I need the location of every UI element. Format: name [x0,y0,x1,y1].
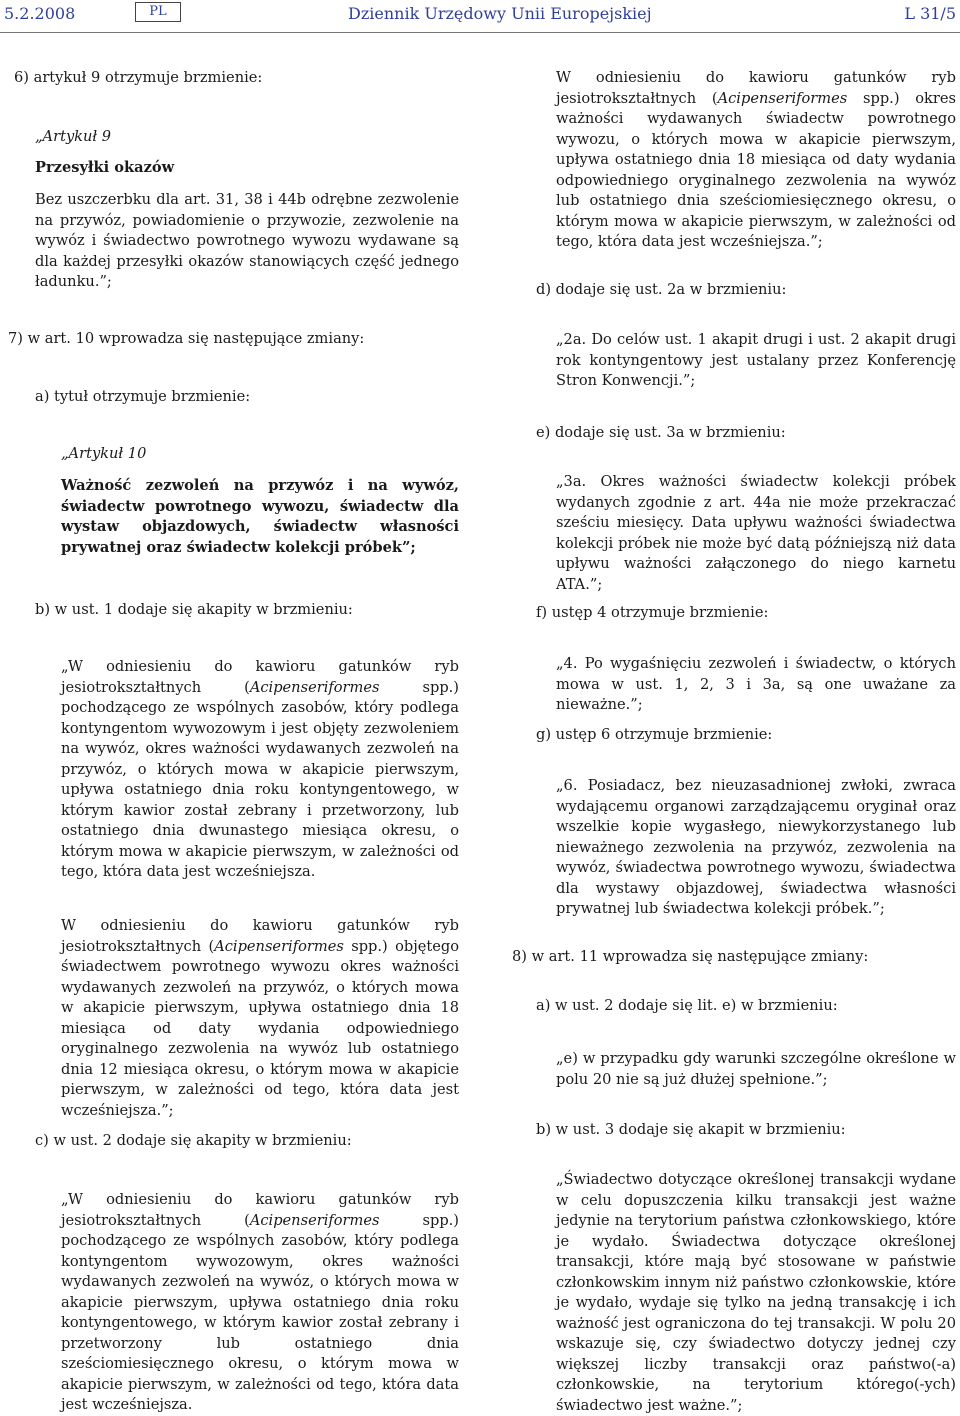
article-9-body: Bez uszczerbku dla art. 31, 38 i 44b odrębne zezwolenie na przywóz, powiadomienie o przywozie, zezwolenie na wywóz i świadectwo powrotnego wywozu wydawane są dla każdej przesyłki okazów stanowiących część jednego ładunku.”; [35,191,459,290]
paragraph-8a-e: „e) w przypadku gdy warunki szczególne określone w polu 20 nie są już dłużej spełnione.”; [556,1050,956,1088]
paragraph-6: „6. Posiadacz, bez nieuzasadnionej zwłoki, zwraca wydającemu organowi zarządzającemu oryginał oraz wszelkie kopie wygasłego, niewykorzystanego lub nieważnego zezwolenia na przywóz, zezwolenia na wywóz, świadectwa powrotnego wywozu, świadectwa dla wystawy objazdowej, świadectwa własności prywatnej lub świadectwa kolekcji próbek.”; [556,777,956,917]
article-10-title: Ważność zezwoleń na przywóz i na wywóz, świadectw powrotnego wywozu, świadectw dla wystaw objazdowych, świadectw własności prywatnej oraz świadectw kolekcji próbek”; [61,477,459,556]
item-7: 7) w art. 10 wprowadza się następujące zmiany: [8,330,365,347]
page-header [0,0,960,34]
item-7b: b) w ust. 1 dodaje się akapity w brzmieniu: [35,601,353,618]
paragraph-8b: „Świadectwo dotyczące określonej transakcji wydane w celu dopuszczenia kilku transakcji jest ważne jedynie na terytorium państwa członkowskiego, które je wydało. Świadectwa dotyczące określonej transakcji, które mają być stosowane w państwie członkowskim innym niż państwo członkowskie, które je wydało, wydaje się tylko na jedną transakcję i ich ważność jest ograniczona do tej transakcji. W polu 20 wskazuje się, czy świadectwo dotyczy jednej czy większej liczby transakcji oraz państwo(-a) członkowskie, na terytorium którego(-ych) świadectwo jest ważne.”; [556,1171,956,1414]
item-8: 8) w art. 11 wprowadza się następujące zmiany: [512,948,869,965]
article-9-heading: „Artykuł 9 [35,128,112,145]
language-box: PL [135,2,181,22]
article-9-title: Przesyłki okazów [35,159,175,176]
item-8b: b) w ust. 3 dodaje się akapit w brzmieniu: [536,1121,846,1138]
item-7a: a) tytuł otrzymuje brzmienie: [35,388,251,405]
paragraph-7c-2: W odniesieniu do kawioru gatunków ryb jesiotrokształtnych (Acipenseriformes spp.) okres ważności wydawanych świadectw powrotnego wywozu, o których mowa w akapicie pierwszym, upływa ostatniego dnia 18 miesiąca od daty wydania odpowiedniego oryginalnego zezwolenia na wywóz lub ostatniego dnia sześciomiesięcznego okresu, o którym mowa w akapicie pierwszym, w zależności od tego, która data jest wcześniejsza.”; [556,69,957,250]
header-date: 5.2.2008 [4,4,76,23]
item-7g: g) ustęp 6 otrzymuje brzmienie: [536,726,773,743]
item-7c: c) w ust. 2 dodaje się akapity w brzmieniu: [35,1132,352,1149]
header-rule [0,32,960,33]
journal-title: Dziennik Urzędowy Unii Europejskiej [348,4,652,23]
page-number: L 31/5 [904,4,956,23]
paragraph-7c-1: „W odniesieniu do kawioru gatunków ryb jesiotrokształtnych (Acipenseriformes spp.) pochodzącego ze wspólnych zasobów, który podlega kontyngentom wywozowym, okres ważności wydawanych zezwoleń na wywóz, o których mowa w akapicie pierwszym, upływa ostatniego dnia roku kontyngentowego, w którym kawior został zebrany i przetworzony lub ostatniego dnia sześciomiesięcznego okresu, o którym mowa w akapicie pierwszym, w zależności od tego, która data jest wcześniejsza. [61,1191,459,1413]
paragraph-7b-2: W odniesieniu do kawioru gatunków ryb jesiotrokształtnych (Acipenseriformes spp.) objętego świadectwem powrotnego wywozu okres ważności wydawanych zezwoleń na przywóz, o których mowa w akapicie pierwszym, upływa ostatniego dnia 18 miesiąca od daty wydania odpowiedniego oryginalnego zezwolenia na wywóz lub ostatniego dnia 12 miesiąca okresu, o którym mowa w akapicie pierwszym, w zależności od tego, która data jest wcześniejsza.”; [61,917,459,1119]
paragraph-2a: „2a. Do celów ust. 1 akapit drugi i ust. 2 akapit drugi rok kontyngentowy jest ustalany przez Konferencję Stron Konwencji.”; [556,331,956,389]
item-6: 6) artykuł 9 otrzymuje brzmienie: [14,69,263,86]
item-7d: d) dodaje się ust. 2a w brzmieniu: [536,281,787,298]
item-7e: e) dodaje się ust. 3a w brzmieniu: [536,424,786,441]
paragraph-7b-1: „W odniesieniu do kawioru gatunków ryb jesiotrokształtnych (Acipenseriformes spp.) pochodzącego ze wspólnych zasobów, który podlega kontyngentom wywozowym i jest objęty zezwoleniem na wywóz, okres ważności wydawanych zezwoleń na przywóz, o których mowa w akapicie pierwszym, upływa ostatniego dnia roku kontyngentowego, w którym kawior został zebrany i przetworzony, lub ostatniego dnia dwunastego miesiąca okresu, o którym mowa w akapicie pierwszym, w zależności od tego, która data jest wcześniejsza. [61,658,459,880]
article-10-heading: „Artykuł 10 [61,445,147,462]
item-8a: a) w ust. 2 dodaje się lit. e) w brzmieniu: [536,997,838,1014]
paragraph-4: „4. Po wygaśnięciu zezwoleń i świadectw, o których mowa w ust. 1, 2, 3 i 3a, są one uważane za nieważne.”; [556,655,956,713]
paragraph-3a: „3a. Okres ważności świadectw kolekcji próbek wydanych zgodnie z art. 44a nie może przekraczać sześciu miesięcy. Data upływu ważności świadectwa kolekcji próbek nie może być datą późniejszą niż data upływu ważności załączonego do niego karnetu ATA.”; [556,473,956,593]
item-7f: f) ustęp 4 otrzymuje brzmienie: [536,604,769,621]
